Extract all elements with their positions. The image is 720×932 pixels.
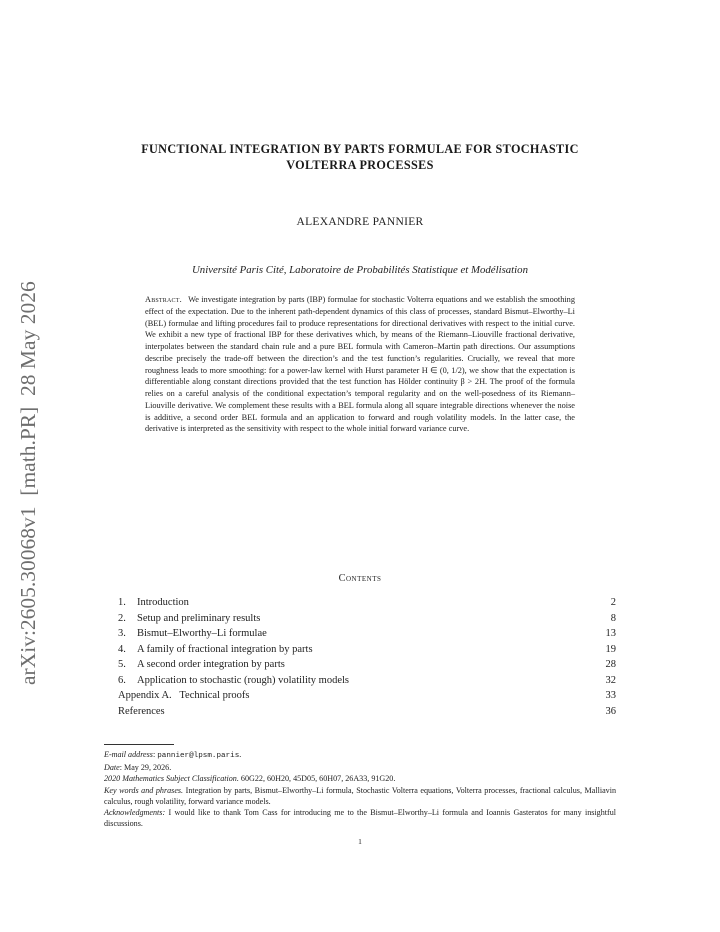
toc-entry-label: References xyxy=(118,705,165,717)
toc-entry-page: 33 xyxy=(605,690,616,701)
acknowledgments-label: Acknowledgments: xyxy=(104,808,166,818)
toc-entry-number: 2. xyxy=(118,612,126,624)
toc-entry-label: Introduction xyxy=(137,597,189,608)
contents-heading: Contents xyxy=(338,573,382,584)
footnotes xyxy=(104,749,616,829)
msc-value: 60G22, 60H20, 45D05, 60H07, 26A33, 91G20. xyxy=(240,774,396,784)
toc-entry-page: 32 xyxy=(605,674,616,686)
toc-entry-number: 4. xyxy=(118,643,126,655)
email-address[interactable]: pannier@lpsm.paris xyxy=(157,752,240,760)
abstract xyxy=(145,294,575,435)
page-number: 1 xyxy=(358,837,362,846)
abstract-text: We investigate integration by parts (IBP) formulae for stochastic Volterra equations and we establish the smoothing effect of the expectation. Due to the inherent path-dependent dynamics of this class of processes, standard Bismut–Elworthy–Li (BEL) formulae and lifting procedures fail to produce representations for directional derivatives with respect to the initial curve. We exhibit a new type of fractional IBP for these derivatives which, by means of the Riemann–Liouville fractional derivative, interpolates between the standard chain rule and a pure BEL formula with Cameron–Martin path directions. Our assumptions describe precisely the trade-off between the direction’s and the test function’s regularities. Crucially, we reveal that more roughness leads to more smoothing: for a power-law kernel with Hurst parameter H ∈ (0, 1/2), we show that the expectation is differentiable along constant directions provided that the test function has Hölder continuity β > 2H. The proof of the formula relies on a careful analysis of the conditional expectation’s temporal regularity and on the well-posedness of its Riemann–Liouville derivative. We complement these results with a BEL formula along all square integrable directions whenever the noise is additive, a second order BEL formula and an application to forward and rough volatility models. In the latter case, the derivative is interpreted as the sensitivity with respect to the whole initial forward variance curve. xyxy=(145,295,575,434)
abstract-heading: Abstract. xyxy=(145,295,182,304)
toc-entry[interactable] xyxy=(118,704,616,720)
acknowledgments-text: I would like to thank Tom Cass for introducing me to the Bismut–Elworthy–Li formula and Ioannis Gasteratos for many insightful discussions. xyxy=(104,808,616,829)
paper-title xyxy=(100,141,620,173)
toc-entry[interactable] xyxy=(118,595,616,611)
title-line-1: FUNCTIONAL INTEGRATION BY PARTS FORMULAE FOR STOCHASTIC xyxy=(141,142,579,156)
email-label: E-mail address xyxy=(104,750,153,759)
toc-entry[interactable] xyxy=(118,642,616,658)
toc-entry-page: 19 xyxy=(605,643,616,655)
toc-entry-page: 13 xyxy=(605,628,616,639)
toc-entry-page: 28 xyxy=(605,659,616,670)
footnote-msc xyxy=(104,773,616,784)
affiliation: Université Paris Cité, Laboratoire de Probabilités Statistique et Modélisation xyxy=(192,264,528,276)
toc-entry-label: Application to stochastic (rough) volatility models xyxy=(137,674,350,686)
arxiv-sidebar-stamp xyxy=(7,245,43,695)
toc-entry-number: 5. xyxy=(118,659,126,670)
keywords-value: Integration by parts, Bismut–Elworthy–Li formula, Stochastic Volterra equations, Volterra processes, fractional calculus, Malliavin calculus, rough volatility, forward variance models. xyxy=(104,785,617,806)
toc-entry[interactable] xyxy=(118,673,616,689)
footnote-email: E-mail address: pannier@lpsm.paris. xyxy=(104,750,242,760)
table-of-contents xyxy=(118,595,616,719)
toc-entry-label: Appendix A. Technical proofs xyxy=(118,690,250,701)
author-name: ALEXANDRE PANNIER xyxy=(296,216,424,228)
toc-entry-number: 3. xyxy=(118,628,126,639)
msc-label: 2020 Mathematics Subject Classification. xyxy=(104,774,239,784)
toc-entry-page: 2 xyxy=(610,597,616,608)
toc-entry[interactable] xyxy=(118,626,616,642)
date-value: May 29, 2026. xyxy=(124,763,172,773)
footnote-keywords xyxy=(104,785,616,807)
toc-entry[interactable] xyxy=(118,657,616,673)
toc-entry-label: Bismut–Elworthy–Li formulae xyxy=(137,628,267,639)
toc-entry-page: 36 xyxy=(605,705,616,717)
keywords-label: Key words and phrases. xyxy=(104,785,184,795)
toc-entry[interactable] xyxy=(118,611,616,627)
title-line-2: VOLTERRA PROCESSES xyxy=(286,158,434,172)
toc-entry-number: 6. xyxy=(118,674,126,686)
arxiv-stamp-text: arXiv:2605.30068v1 [math.PR] 28 May 2026 xyxy=(16,281,40,685)
date-label: Date xyxy=(104,763,120,773)
toc-entry-label: A family of fractional integration by parts xyxy=(137,643,313,655)
toc-entry[interactable] xyxy=(118,688,616,704)
toc-entry-label: Setup and preliminary results xyxy=(137,612,261,624)
footnote-divider xyxy=(104,744,174,745)
footnote-acknowledgments xyxy=(104,807,616,829)
toc-entry-number: 1. xyxy=(118,597,126,608)
toc-entry-page: 8 xyxy=(610,612,616,624)
footnote-date: Date: May 29, 2026. xyxy=(104,763,172,773)
toc-entry-label: A second order integration by parts xyxy=(137,659,285,670)
